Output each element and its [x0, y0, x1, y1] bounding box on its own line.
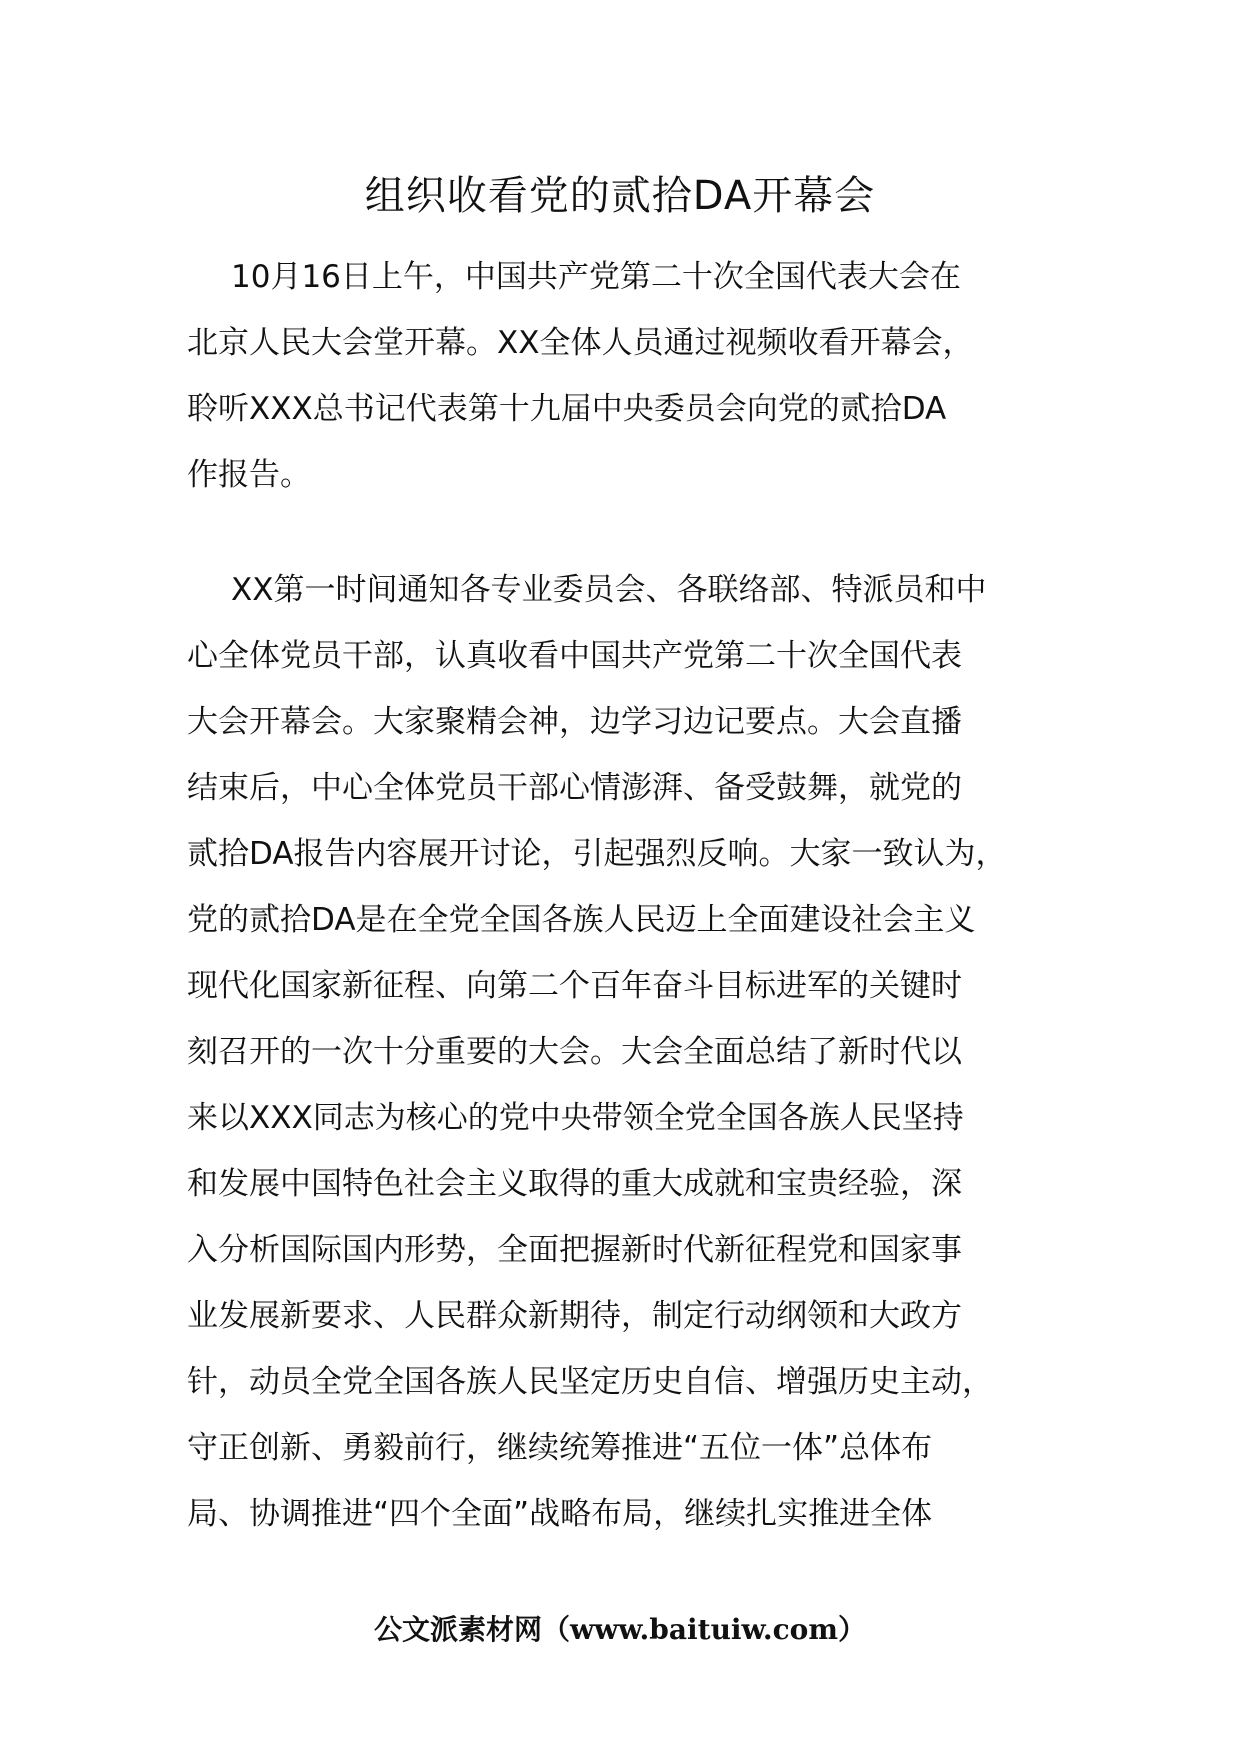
paragraph-line: 聆听XXX总书记代表第十九届中央委员会向党的贰拾DA [187, 391, 947, 427]
paragraph-line: 业发展新要求、人民群众新期待，制定行动纲领和大政方 [187, 1298, 962, 1334]
paragraph-line: 守正创新、勇毅前行，继续统筹推进“五位一体”总体布 [187, 1430, 933, 1466]
paragraph-line: 10月16日上午，中国共产党第二十次全国代表大会在 [231, 259, 961, 295]
paragraph-line: 作报告。 [187, 457, 311, 493]
paragraph-line: 贰拾DA报告内容展开讨论，引起强烈反响。大家一致认为， [187, 836, 1007, 872]
document-title: 组织收看党的贰拾DA开幕会 [364, 173, 876, 219]
paragraph-line: 现代化国家新征程、向第二个百年奋斗目标进军的关键时 [187, 968, 962, 1004]
paragraph-line: 北京人民大会堂开幕。XX全体人员通过视频收看开幕会， [187, 325, 974, 361]
paragraph-line: 党的贰拾DA是在全党全国各族人民迈上全面建设社会主义 [187, 902, 976, 938]
paragraph-line: 大会开幕会。大家聚精会神，边学习边记要点。大会直播 [187, 704, 962, 740]
paragraph-line: XX第一时间通知各专业委员会、各联络部、特派员和中 [231, 572, 987, 608]
paragraph-line: 针，动员全党全国各族人民坚定历史自信、增强历史主动， [187, 1364, 993, 1400]
footer-watermark: 公文派素材网（www.baituiw.com） [374, 1613, 866, 1646]
paragraph-line: 入分析国际国内形势，全面把握新时代新征程党和国家事 [187, 1232, 962, 1268]
paragraph-line: 结束后，中心全体党员干部心情澎湃、备受鼓舞，就党的 [187, 770, 962, 806]
paragraph-line: 和发展中国特色社会主义取得的重大成就和宝贵经验，深 [187, 1166, 962, 1202]
paragraph-line: 刻召开的一次十分重要的大会。大会全面总结了新时代以 [187, 1034, 962, 1070]
paragraph-line: 来以XXX同志为核心的党中央带领全党全国各族人民坚持 [187, 1100, 964, 1136]
paragraph-2 [187, 557, 1087, 1547]
paragraph-1 [187, 244, 1087, 508]
paragraph-line: 局、协调推进“四个全面”战略布局，继续扎实推进全体 [187, 1496, 933, 1532]
paragraph-line: 心全体党员干部，认真收看中国共产党第二十次全国代表 [187, 638, 962, 674]
